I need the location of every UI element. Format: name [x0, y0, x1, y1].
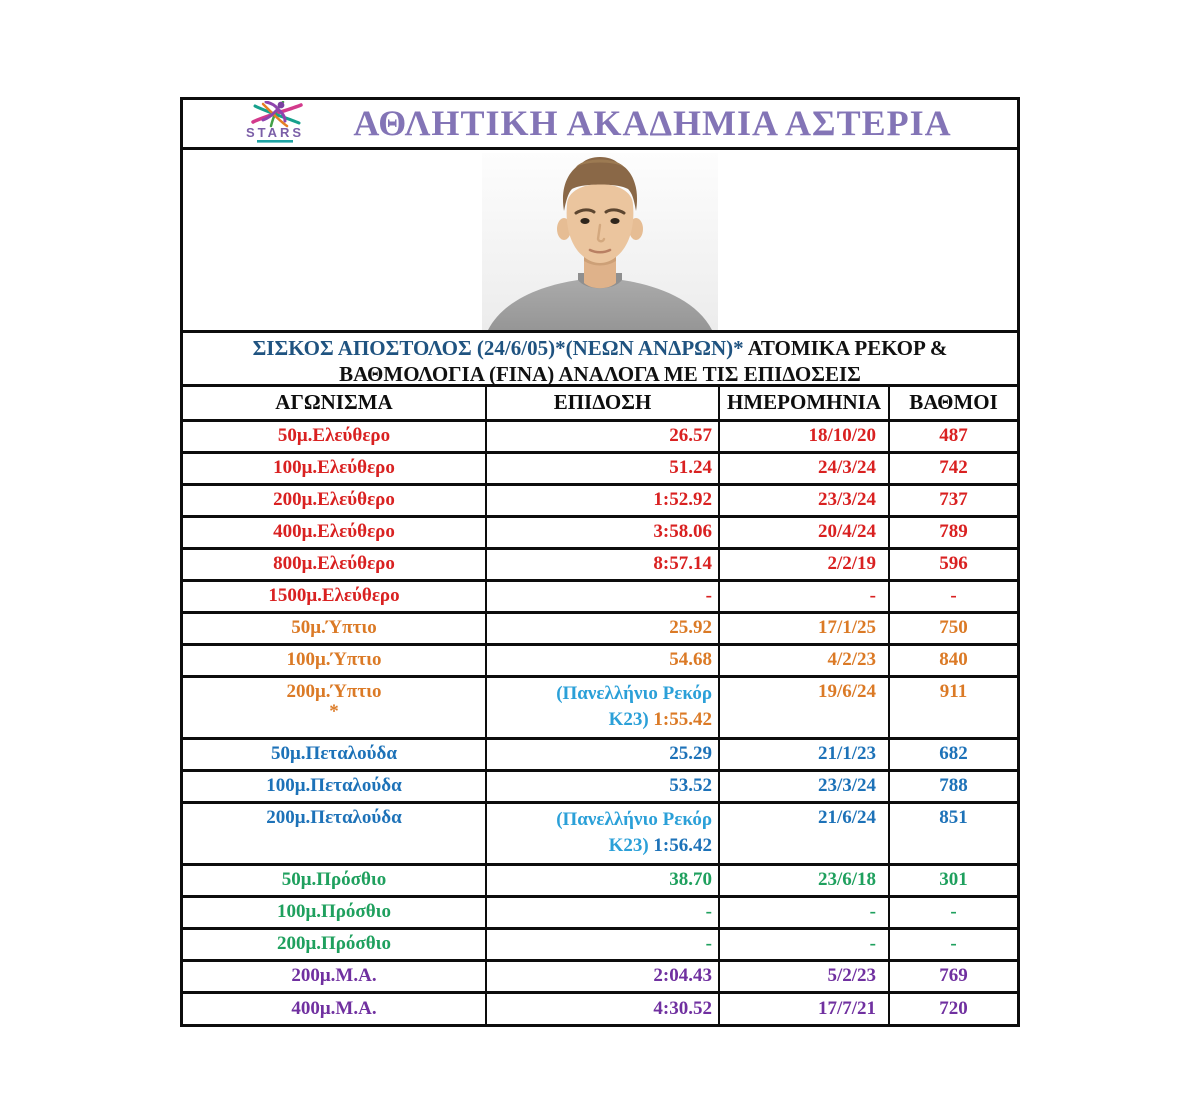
event-cell: [183, 676, 486, 738]
date-cell: 5/2/23: [719, 960, 889, 992]
col-header-event: ΑΓΩΝΙΣΜΑ: [183, 387, 486, 420]
points-cell: -: [889, 896, 1017, 928]
performance-cell: 51.24: [486, 452, 719, 484]
event-cell: [183, 452, 486, 484]
event-cell: [183, 960, 486, 992]
performance-cell: 25.92: [486, 612, 719, 644]
performance-cell: -: [486, 928, 719, 960]
event-label: 800μ.Ελεύθερο: [273, 553, 395, 574]
table-row: [183, 484, 1017, 516]
date-cell: 17/1/25: [719, 612, 889, 644]
event-cell: [183, 644, 486, 676]
table-row: [183, 864, 1017, 896]
caption-line-1-black: ΑΤΟΜΙΚΑ ΡΕΚΟΡ &: [743, 336, 948, 360]
points-cell: 742: [889, 452, 1017, 484]
performance-cell: 8:57.14: [486, 548, 719, 580]
event-cell: [183, 992, 486, 1024]
event-label: 100μ.Ύπτιο: [286, 649, 382, 670]
stars-academy-logo-icon: [235, 101, 315, 146]
performance-cell: 4:30.52: [486, 992, 719, 1024]
logo-subtext-line: [257, 140, 293, 143]
performance-cell: 3:58.06: [486, 516, 719, 548]
records-table: [183, 387, 1017, 1024]
date-cell: -: [719, 580, 889, 612]
athlete-name: ΣΙΣΚΟΣ ΑΠΟΣΤΟΛΟΣ (24/6/05)*(ΝΕΩΝ ΑΝΔΡΩΝ)*: [252, 336, 744, 360]
table-row: [183, 960, 1017, 992]
event-label: 200μ.Ελεύθερο: [273, 489, 395, 510]
date-cell: 17/7/21: [719, 992, 889, 1024]
event-cell: [183, 896, 486, 928]
points-cell: -: [889, 928, 1017, 960]
record-sheet: [180, 97, 1020, 1027]
event-cell: [183, 738, 486, 770]
col-header-date: ΗΜΕΡΟΜΗΝΙΑ: [719, 387, 889, 420]
event-cell: [183, 928, 486, 960]
performance-value: 1:56.42: [653, 834, 712, 856]
athlete-photo: [482, 153, 718, 330]
points-cell: 789: [889, 516, 1017, 548]
table-row: [183, 452, 1017, 484]
date-cell: 18/10/20: [719, 420, 889, 452]
record-note-line2: Κ23) 1:55.42: [608, 708, 712, 730]
points-cell: 720: [889, 992, 1017, 1024]
date-cell: 23/3/24: [719, 770, 889, 802]
table-row: [183, 580, 1017, 612]
col-header-performance: ΕΠΙΔΟΣΗ: [486, 387, 719, 420]
points-cell: 596: [889, 548, 1017, 580]
event-cell: [183, 516, 486, 548]
event-cell: [183, 864, 486, 896]
performance-cell: 1:52.92: [486, 484, 719, 516]
date-cell: -: [719, 896, 889, 928]
date-cell: 21/6/24: [719, 802, 889, 864]
performance-cell: [486, 676, 719, 738]
event-label: 200μ.Πεταλούδα: [266, 806, 402, 828]
points-cell: 301: [889, 864, 1017, 896]
table-row: [183, 992, 1017, 1024]
points-cell: 750: [889, 612, 1017, 644]
table-row: [183, 420, 1017, 452]
points-cell: 851: [889, 802, 1017, 864]
performance-cell: 54.68: [486, 644, 719, 676]
date-cell: 24/3/24: [719, 452, 889, 484]
event-label: 400μ.Ελεύθερο: [273, 521, 395, 542]
event-cell: [183, 420, 486, 452]
table-row: [183, 802, 1017, 864]
date-cell: -: [719, 928, 889, 960]
event-cell: [183, 580, 486, 612]
athlete-caption: [183, 333, 1017, 387]
event-note: *: [329, 700, 339, 722]
table-row: [183, 928, 1017, 960]
performance-cell: -: [486, 580, 719, 612]
table-row: [183, 612, 1017, 644]
caption-line-2: ΒΑΘΜΟΛΟΓΙΑ (FINA) ΑΝΑΛΟΓΑ ΜΕ ΤΙΣ ΕΠΙΔΟΣΕΙΣ: [339, 362, 861, 386]
performance-cell: [486, 802, 719, 864]
performance-value: 1:55.42: [653, 708, 712, 730]
event-label: 1500μ.Ελεύθερο: [268, 585, 400, 606]
logo-text: STARS: [245, 125, 305, 140]
date-cell: 19/6/24: [719, 676, 889, 738]
table-row: [183, 770, 1017, 802]
event-label: 50μ.Πεταλούδα: [271, 743, 397, 764]
photo-band: [183, 150, 1017, 333]
table-row: [183, 676, 1017, 738]
performance-cell: 2:04.43: [486, 960, 719, 992]
table-header-row: [183, 387, 1017, 420]
points-cell: 682: [889, 738, 1017, 770]
points-cell: 487: [889, 420, 1017, 452]
event-label: 400μ.Μ.Α.: [291, 997, 377, 1019]
event-label: 50μ.Ελεύθερο: [277, 425, 391, 446]
event-cell: [183, 612, 486, 644]
performance-cell: 25.29: [486, 738, 719, 770]
event-label: 100μ.Πεταλούδα: [266, 775, 402, 796]
event-label: 50μ.Ύπτιο: [291, 617, 377, 638]
event-label: 50μ.Πρόσθιο: [281, 869, 387, 890]
event-cell: [183, 484, 486, 516]
event-cell: [183, 802, 486, 864]
date-cell: 21/1/23: [719, 738, 889, 770]
points-cell: 769: [889, 960, 1017, 992]
points-cell: 840: [889, 644, 1017, 676]
date-cell: 4/2/23: [719, 644, 889, 676]
date-cell: 2/2/19: [719, 548, 889, 580]
table-row: [183, 896, 1017, 928]
record-note-line2: Κ23) 1:56.42: [608, 834, 712, 856]
date-cell: 20/4/24: [719, 516, 889, 548]
record-note-line1: (Πανελλήνιο Ρεκόρ: [556, 682, 712, 704]
event-label: 100μ.Πρόσθιο: [276, 901, 392, 922]
event-cell: [183, 548, 486, 580]
table-row: [183, 644, 1017, 676]
event-label: 100μ.Ελεύθερο: [273, 457, 395, 478]
title-bar: [183, 100, 1017, 150]
event-label: 200μ.Μ.Α.: [291, 965, 377, 986]
table-row: [183, 548, 1017, 580]
event-label: 200μ.Πρόσθιο: [276, 933, 392, 954]
performance-cell: 53.52: [486, 770, 719, 802]
table-row: [183, 738, 1017, 770]
table-row: [183, 516, 1017, 548]
date-cell: 23/6/18: [719, 864, 889, 896]
record-note-line1: (Πανελλήνιο Ρεκόρ: [556, 808, 712, 830]
points-cell: 911: [889, 676, 1017, 738]
performance-cell: 38.70: [486, 864, 719, 896]
points-cell: 737: [889, 484, 1017, 516]
points-cell: -: [889, 580, 1017, 612]
caption-line-1: [183, 335, 1017, 361]
date-cell: 23/3/24: [719, 484, 889, 516]
page-title: ΑΘΛΗΤΙΚΗ ΑΚΑΔΗΜΙΑ ΑΣΤΕΡΙΑ: [353, 103, 952, 143]
performance-cell: -: [486, 896, 719, 928]
event-cell: [183, 770, 486, 802]
performance-cell: 26.57: [486, 420, 719, 452]
points-cell: 788: [889, 770, 1017, 802]
col-header-points: ΒΑΘΜΟΙ: [889, 387, 1017, 420]
event-label: 200μ.Ύπτιο: [286, 680, 382, 702]
